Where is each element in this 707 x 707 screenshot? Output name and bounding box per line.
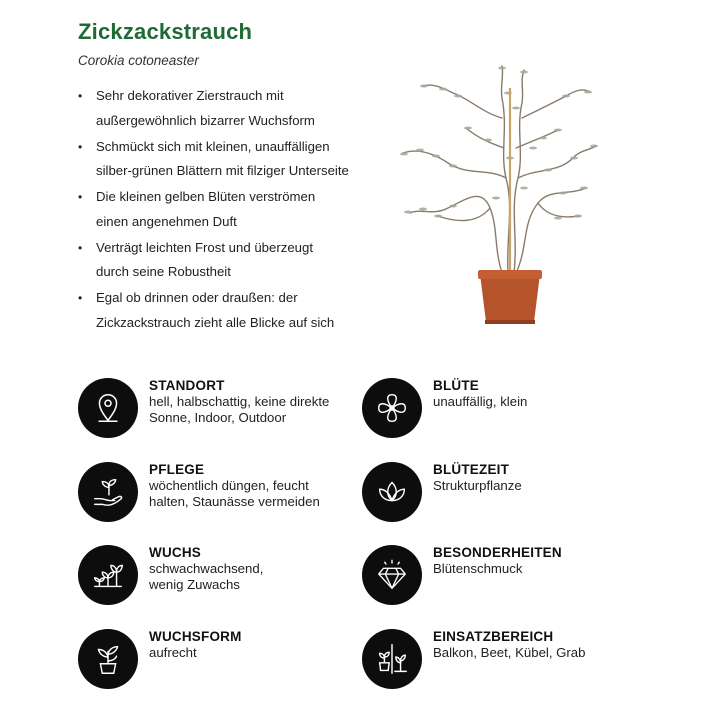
attribute-label: BESONDERHEITEN [433, 545, 562, 560]
attribute-wuchsform [78, 629, 242, 689]
attribute-bluete [362, 378, 527, 438]
feature-list [78, 84, 378, 337]
attribute-value: Blütenschmuck [433, 561, 523, 576]
indoor-outdoor-plant-icon [362, 629, 422, 689]
attribute-value: hell, halbschattig, keine direkte Sonne, Indoor, Outdoor [149, 394, 330, 425]
feature-text: silber-grünen Blättern mit filziger Unterseite [96, 163, 349, 178]
attribute-label: WUCHSFORM [149, 629, 242, 644]
feature-text: einen angenehmen Duft [96, 213, 237, 229]
feature-text: durch seine Robustheit [96, 264, 231, 279]
location-pin-icon [78, 378, 138, 438]
feature-item [78, 286, 378, 335]
bullet: • [78, 89, 83, 103]
bullet: • [78, 291, 83, 305]
feature-item [78, 185, 378, 234]
attribute-label: EINSATZBEREICH [433, 629, 554, 644]
attribute-standort [78, 378, 329, 438]
botanical-name: Corokia cotoneaster [78, 53, 199, 68]
attribute-value: aufrecht [149, 645, 197, 660]
attribute-value: Strukturpflanze [433, 478, 522, 493]
attribute-label: BLÜTEZEIT [433, 462, 510, 477]
feature-text: Sehr dekorativer Zierstrauch mit [96, 88, 284, 103]
feature-item [78, 236, 378, 285]
attribute-pflege [78, 462, 320, 522]
flower-icon [362, 378, 422, 438]
attribute-label: PFLEGE [149, 462, 205, 477]
potted-plant-icon [78, 629, 138, 689]
feature-text: Egal ob drinnen oder draußen: der [96, 290, 298, 305]
diamond-icon [362, 545, 422, 605]
attribute-label: BLÜTE [433, 378, 479, 393]
attribute-label: STANDORT [149, 378, 225, 393]
attribute-besonderheiten [362, 545, 562, 605]
attribute-value: unauffällig, klein [433, 394, 528, 409]
bullet: • [78, 240, 83, 255]
attribute-value: schwachwachsend, wenig Zuwachs [149, 561, 264, 592]
attribute-label: WUCHS [149, 545, 201, 560]
hand-sprout-icon [78, 462, 138, 522]
attribute-value: wöchentlich düngen, feucht halten, Staunässe vermeiden [149, 478, 320, 509]
feature-item [78, 84, 378, 133]
bullet: • [78, 190, 83, 204]
attribute-bluetezeit [362, 462, 522, 522]
lotus-icon [362, 462, 422, 522]
product-image [398, 58, 598, 330]
feature-text: außergewöhnlich bizarrer Wuchsform [96, 112, 315, 128]
attribute-wuchs [78, 545, 263, 605]
feature-text: Verträgt leichten Frost und überzeugt [96, 239, 313, 255]
attribute-value: Balkon, Beet, Kübel, Grab [433, 645, 586, 660]
feature-text: Die kleinen gelben Blüten verströmen [96, 189, 316, 204]
bullet: • [78, 139, 83, 154]
feature-text: Zickzackstrauch zieht alle Blicke auf sich [96, 314, 335, 330]
growth-seedlings-icon [78, 545, 138, 605]
product-title: Zickzackstrauch [78, 19, 253, 44]
feature-text: Schmückt sich mit kleinen, unauffälligen [96, 138, 330, 154]
attribute-einsatzbereich [362, 629, 585, 689]
feature-item [78, 135, 378, 184]
